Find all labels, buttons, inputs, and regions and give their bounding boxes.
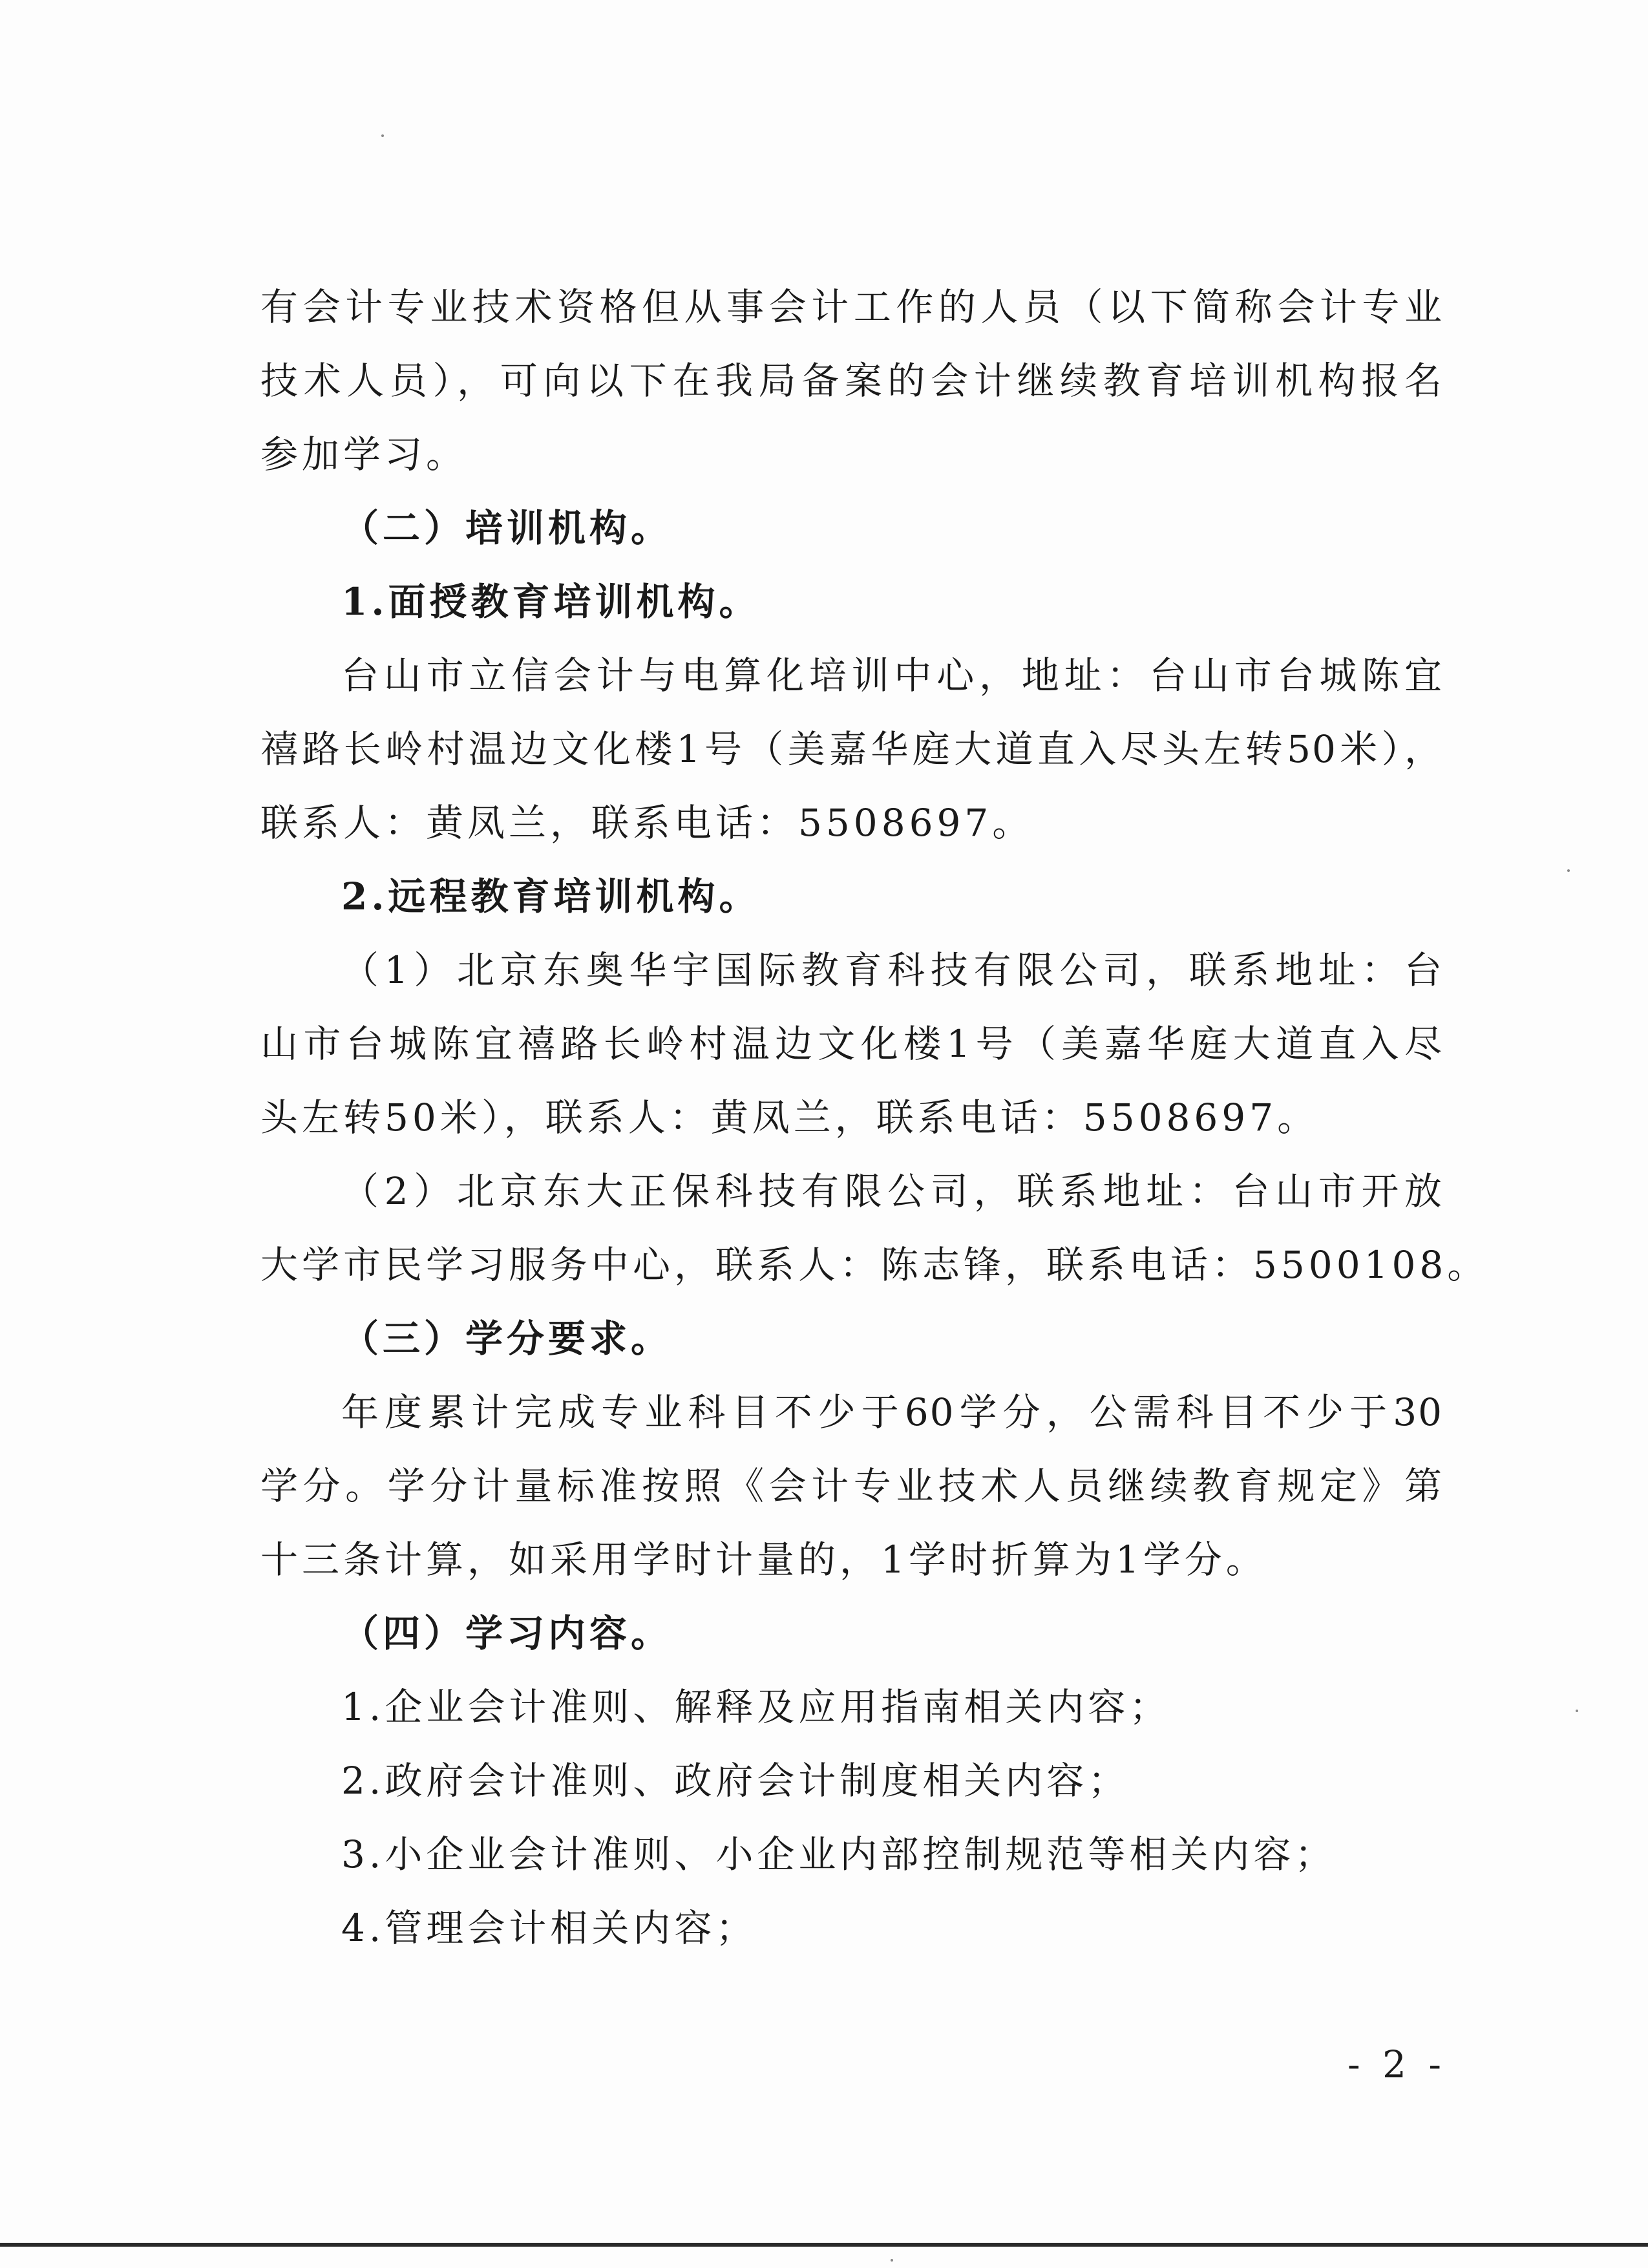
body-line: 联系人：黄凤兰，联系电话：5508697。 <box>260 801 1034 845</box>
section-heading-credit-requirements: （三）学分要求。 <box>341 1317 673 1361</box>
body-line: （2）北京东大正保科技有限公司，联系地址：台山市开放 <box>341 1169 1443 1213</box>
subsection-heading-remote: 2.远程教育培训机构。 <box>341 874 761 918</box>
section-heading-learning-content: （四）学习内容。 <box>341 1611 673 1655</box>
body-line: 十三条计算，如采用学时计量的，1学时折算为1学分。 <box>260 1538 1267 1582</box>
list-item: 3.小企业会计准则、小企业内部控制规范等相关内容； <box>341 1832 1336 1876</box>
page-number: - 2 - <box>1347 2042 1446 2086</box>
body-line: （1）北京东奥华宇国际教育科技有限公司，联系地址：台 <box>341 948 1443 992</box>
scan-speck <box>381 134 384 137</box>
body-line: 台山市立信会计与电算化培训中心，地址：台山市台城陈宜 <box>341 653 1443 697</box>
body-line: 大学市民学习服务中心，联系人：陈志锋，联系电话：5500108。 <box>260 1243 1489 1287</box>
body-line: 山市台城陈宜禧路长岭村温边文化楼1号（美嘉华庭大道直入尽 <box>260 1022 1443 1066</box>
list-item: 1.企业会计准则、解释及应用指南相关内容； <box>341 1685 1171 1729</box>
body-line: 技术人员），可向以下在我局备案的会计继续教育培训机构报名 <box>260 359 1443 403</box>
body-line: 参加学习。 <box>260 432 468 476</box>
scan-speck <box>891 2259 893 2262</box>
scan-bottom-edge <box>0 2243 1648 2247</box>
body-line: 学分。学分计量标准按照《会计专业技术人员继续教育规定》第 <box>260 1464 1443 1508</box>
body-line: 年度累计完成专业科目不少于60学分，公需科目不少于30 <box>341 1390 1443 1434</box>
section-heading-training-institutions: （二）培训机构。 <box>341 506 673 550</box>
scan-speck <box>1567 869 1570 872</box>
list-item: 4.管理会计相关内容； <box>341 1906 757 1950</box>
document-body <box>260 270 1489 1965</box>
list-item: 2.政府会计准则、政府会计制度相关内容； <box>341 1759 1130 1803</box>
scan-speck <box>1576 1710 1578 1712</box>
body-line: 头左转50米），联系人：黄凤兰，联系电话：5508697。 <box>260 1096 1319 1139</box>
body-line: 有会计专业技术资格但从事会计工作的人员（以下简称会计专业 <box>260 285 1443 329</box>
subsection-heading-in-person: 1.面授教育培训机构。 <box>341 580 761 624</box>
body-line: 禧路长岭村温边文化楼1号（美嘉华庭大道直入尽头左转50米）， <box>260 727 1443 771</box>
